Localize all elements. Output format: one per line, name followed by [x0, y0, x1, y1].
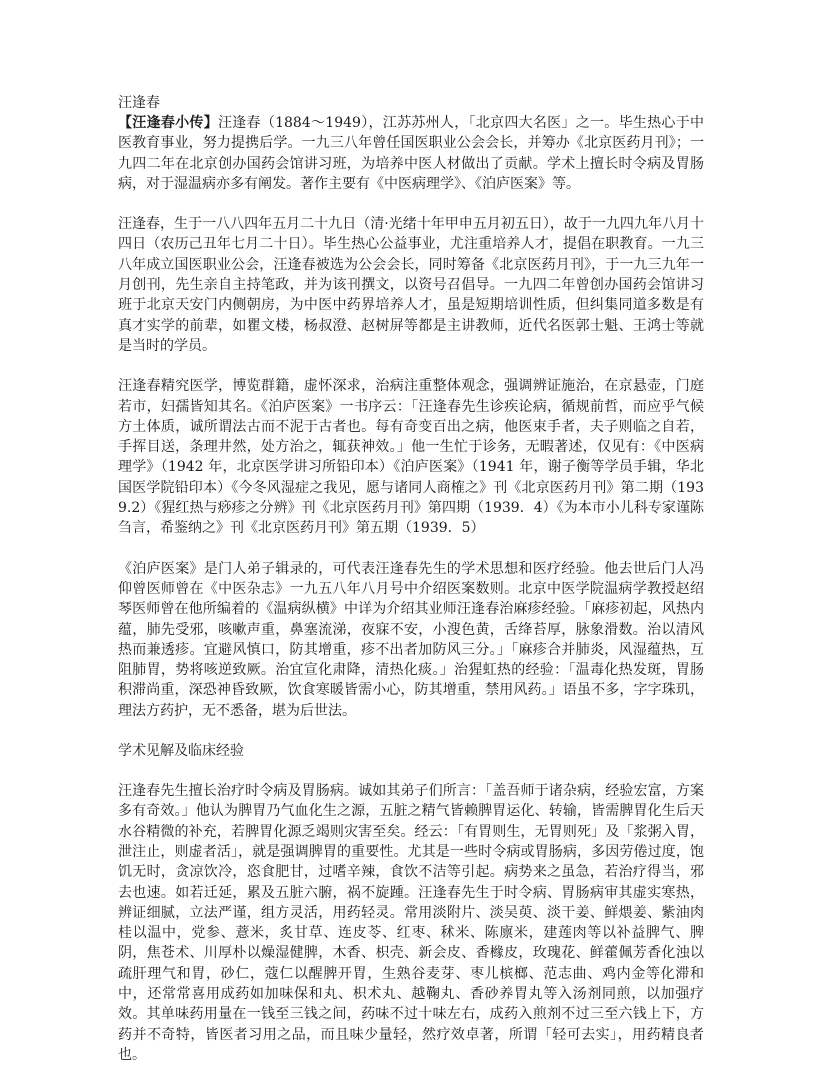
bio-text: 汪逢春（1884～1949），江苏苏州人，「北京四大名医」之一。毕生热心于中医教育事业，努力提携后学。一九三八年曾任国医职业公会会长，并筹办《北京医药月刊》；一九四二年在北京创办国药会馆讲习班，为培养中医人材做出了贡献。学术上擅长时令病及胃肠病，对于湿温病亦多有阐发。著作主要有《中医病理学》、《泊庐医案》等。 — [118, 115, 704, 192]
case-records-paragraph: 《泊庐医案》是门人弟子辑录的，可代表汪逢春先生的学术思想和医疗经验。他去世后门人冯仰曾医师曾在《中医杂志》一九五八年八月号中介绍医案数则。北京中医学院温病学教授赵绍琴医师曾在他所编着的《温病纵横》中详为介绍其业师汪逢春治麻疹经验。「麻疹初起，风热内蕴，肺先受邪，咳嗽声重，鼻塞流涕，夜寐不安，小溲色黄，舌绛苔厚，脉象滑数。治以清风热而兼透疹。宜避风慎口，防其增重，疹不出者加防风三分。」「麻疹合并肺炎，风湿蕴热，互阻肺胃，势将咳逆致厥。治宜宣化肃降，清热化痰。」治猩虹热的经验：「温毒化热发斑，胃肠积滞尚重，深恐神昏致厥，饮食寒暖皆需小心，防其增重，禁用风药。」语虽不多，字字珠玑，理法方药护，无不悉备，堪为后世法。 — [118, 560, 704, 719]
document-title: 汪逢春 — [118, 95, 160, 111]
medical-study-paragraph: 汪逢春精究医学，博览群籍，虚怀深求，治病注重整体观念，强调辨证施治，在京悬壶，门庭若市，妇孺皆知其名。《泊庐医案》一书序云：「汪逢春先生诊疾论病，循规前哲，而应乎气候方土体质，诚所谓法古而不泥于古者也。每有奇变百出之病，他医束手者，夫子则临之自若，手挥目送，条理井然，处方治之，辄获神效。」他一生忙于诊务，无暇著述，仅见有：《中医病理学》（1942 年，北京医学讲习所铅印本）《泊庐医案》（1941 年，谢子衡等学员手辑，华北国医学院铅印本）《今冬风湿症之我见，愿与诸同人商榷之》刊《北京医药月刊》第二期（1939.2）《猩红热与痧疹之分辨》刊《北京医药月刊》第四期（1939．4）《为本市小儿科专家谨陈刍言，希鉴纳之》刊《北京医药月刊》第五期（1939．5） — [118, 378, 704, 537]
bio-label: 【汪逢春小传】 — [118, 115, 218, 131]
section-title: 学术见解及临床经验 — [118, 743, 244, 760]
document-page — [118, 93, 704, 1065]
life-paragraph: 汪逢春，生于一八八四年五月二十九日（清·光绪十年甲申五月初五日），故于一九四九年八月十四日（农历己丑年七月二十日）。毕生热心公益事业，尤注重培养人才，提倡在职教育。一九三八年成立国医职业公会，汪逢春被选为公会会长，同时筹备《北京医药月刊》，于一九三九年一月创刊，先生亲自主持笔政，并为该刊撰文，以资号召倡导。一九四二年曾创办国药会馆讲习班于北京天安门内侧朝房，为中医中药界培养人才，虽是短期培训性质，但纠集同道多数是有真才实学的前辈，如瞿文楼，杨叔澄、赵树屏等都是主讲教师，近代名医郭士魁、王鸿士等就是当时的学员。 — [118, 216, 704, 354]
bio-paragraph — [118, 113, 704, 194]
clinical-experience-paragraph: 汪逢春先生擅长治疗时令病及胃肠病。诚如其弟子们所言：「盖吾师于诸杂病，经验宏富，方案多有奇效。」他认为脾胃乃气血化生之源，五脏之精气皆赖脾胃运化、转输，皆需脾胃化生后天水谷精微的补充，若脾胃化源乏竭则灾害至矣。经云：「有胃则生，无胃则死」及「浆粥入胃，泄注止，则虚者活」，就是强调脾胃的重要性。尤其是一些时令病或胃肠病，多因劳倦过度，饱饥无时，贪凉饮冷，恣食肥甘，过嗜辛辣，食饮不洁等引起。病势来之虽急，若治疗得当，邪去也速。如若迁延，累及五脏六腑，祸不旋踵。汪逢春先生于时令病、胃肠病审其虚实寒热，辨证细腻，立法严谨，组方灵活，用药轻灵。常用淡附片、淡吴萸、淡干姜、鲜煨姜、紫油肉桂以温中，党参、薏米，炙甘草、连皮苓、红枣、秫米、陈廪米，建莲肉等以补益脾气、脾阴，焦苍术、川厚朴以燥湿健脾，木香、枳壳、新会皮、香橼皮，玫瑰花、鲜藿佩芳香化浊以疏肝理气和胃，砂仁，蔻仁以醒脾开胃，生熟谷麦芽、枣儿槟榔、范志曲、鸡内金等化滞和中，还常常喜用成药如加味保和丸、枳术丸、越鞠丸、香砂养胃丸等入汤剂同煎，以加强疗效。其单味药用量在一钱至三钱之间，药味不过十味左右，成药入煎剂不过三至六钱上下，方药并不奇特，皆医者习用之品，而且味少量轻，然疗效卓著，所谓「轻可去实」，用药精良者也。 — [118, 783, 704, 1063]
